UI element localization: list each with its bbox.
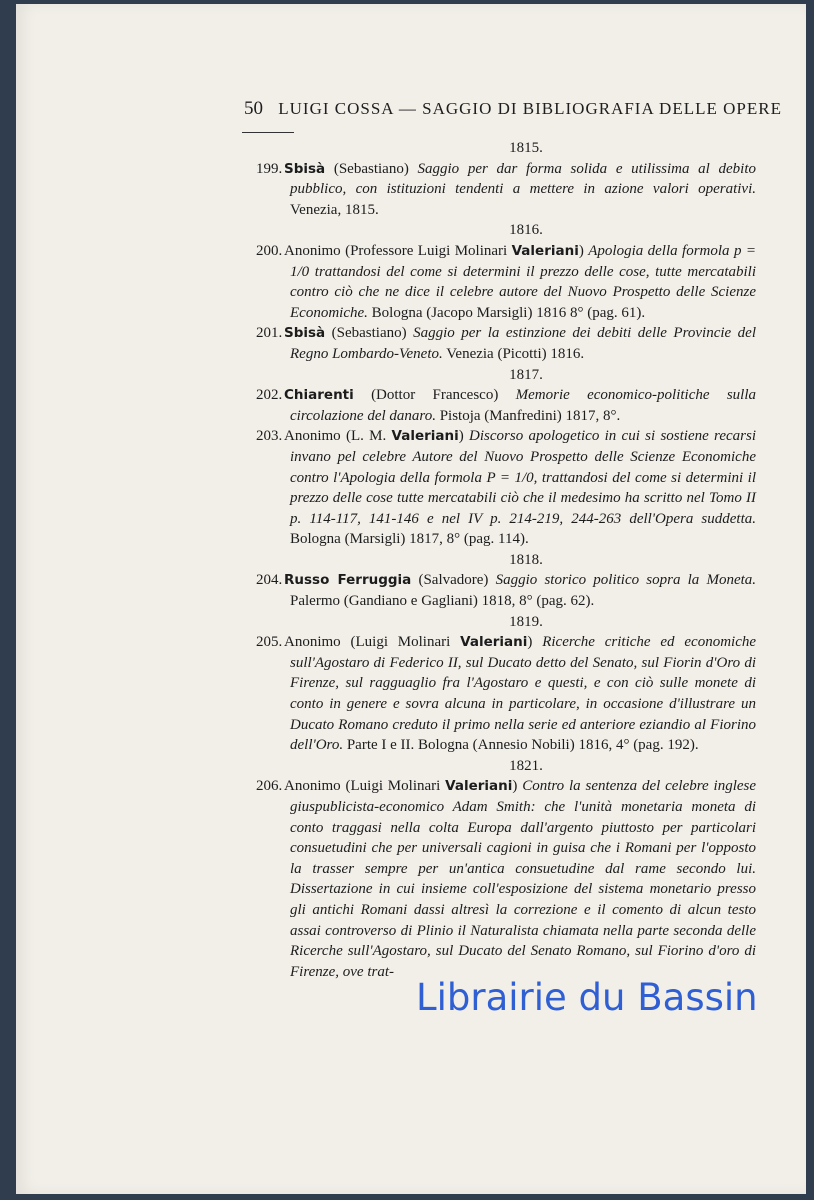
header-author: LUIGI COSSA (278, 99, 394, 118)
bibliography-body (256, 138, 756, 982)
year-heading: 1821. (509, 757, 543, 774)
entry-imprint: Pistoja (Manfredini) 1817, 8°. (435, 407, 621, 424)
entry-number: 200. (256, 242, 283, 259)
entry-201 (256, 323, 756, 364)
page-number: 50 (244, 98, 263, 119)
entry-title: Saggio per la estinzione dei debiti delle Provincie del Regno Lombardo-Veneto. (290, 325, 756, 362)
entry-title: Discorso apologetico in cui si sostiene recarsi invano pel celebre Autore del Nuovo Prospetto delle Scienze Economiche contro l'Apologia della formola P = 1/0, trattandosi del come si determini il prezzo delle cose tutte mercatabili ciò che il medesimo ha scritto nel Tomo II p. 114-117, 141-146 e nel IV p. 214-219, 244-263 dell'Opera suddetta. (290, 428, 756, 527)
entry-author-detail: ) (527, 634, 543, 651)
entry-author: Valeriani (445, 778, 513, 795)
entry-author: Valeriani (460, 634, 528, 651)
entry-title: Ricerche critiche ed economiche sull'Agostaro di Federico II, sul Ducato detto del Senato, sul Fiorin d'Oro di Firenze, sul ragguaglio fra l'Agostaro e questi, e con ciò sulle monete di conto in genere e sovra alcuna in particolare, in occasione d'illustrare un Ducato Romano creduto il primo nella serie ed anteriore eziandio al Fiorino dell'Oro. (290, 634, 757, 754)
year-heading: 1816. (509, 222, 543, 239)
year-heading: 1818. (509, 551, 543, 568)
entry-author: Valeriani (391, 428, 459, 445)
entry-title: Saggio storico politico sopra la Moneta. (495, 572, 757, 589)
entry-number: 203. (256, 428, 283, 445)
entry-number: 205. (256, 634, 283, 651)
entry-author: Sbisà (284, 160, 326, 177)
header-rule (242, 132, 294, 133)
entry-number: 206. (256, 778, 283, 795)
entry-title: Apologia della formola p = 1/0 trattandosi del come si determini il prezzo delle cose, tutte mercatabili contro ciò che ne dice il celebre autore del Nuovo Prospetto delle Scienze Economiche. (290, 242, 756, 321)
entry-206 (256, 776, 756, 982)
entry-204 (256, 570, 756, 611)
entry-author: Russo Ferruggia (284, 572, 412, 589)
entry-author-detail: (Sebastiano) (325, 160, 418, 177)
entry-prefix: Anonimo (Luigi Molinari (284, 778, 446, 795)
year-heading: 1817. (509, 366, 543, 383)
entry-205 (256, 632, 756, 756)
entry-title: Saggio per dar forma solida e utilissima al debito pubblico, con istituzioni tendenti a mettere in azione valori operativi. (290, 160, 756, 198)
entry-199 (256, 159, 756, 221)
entry-number: 202. (256, 387, 283, 404)
entry-imprint: Palermo (Gandiano e Gagliani) 1818, 8° (pag. 62). (290, 593, 595, 610)
entry-imprint: Venezia (Picotti) 1816. (442, 345, 585, 362)
entry-author-detail: (Salvadore) (411, 572, 496, 589)
header-dash: — (398, 99, 417, 118)
entry-author-detail: ) (578, 242, 589, 259)
entry-imprint: Bologna (Jacopo Marsigli) 1816 8° (pag. 61). (367, 304, 646, 321)
entry-imprint: Venezia, 1815. (290, 201, 379, 218)
entry-title: Contro la sentenza del celebre inglese giuspublicista-economico Adam Smith: che l'unità monetaria moneta di conto traggasi nella colta Europa dall'argento piuttosto per particolari consuetudini che per universali cagioni in guisa che i Romani per l'opposto la trasser sempre per un'antica consuetudine dal rame secondo lui. Dissertazione in cui insieme coll'esposizione del sistema monetario presso gli antichi Romani dassi altresì la correzione e il comento di alcun testo assai controverso di Plinio il Naturalista chiamata nella parte seconda delle Ricerche sull'Agostaro, sul Ducato del Senato Romano, sul Fiorino d'oro di Firenze, ove trat- (290, 778, 757, 980)
entry-imprint: Bologna (Marsigli) 1817, 8° (pag. 114). (290, 531, 529, 548)
year-heading: 1815. (509, 140, 543, 156)
entry-author-detail: (Dottor Francesco) (353, 387, 516, 404)
watermark: Librairie du Bassin (416, 976, 758, 1019)
entry-202 (256, 385, 756, 426)
running-header (244, 98, 782, 120)
entry-number: 204. (256, 572, 283, 589)
entry-author-detail: ) (458, 428, 470, 445)
entry-title: Memorie economico-politiche sulla circolazione del danaro. (290, 387, 756, 424)
year-heading: 1819. (509, 613, 543, 630)
header-title: SAGGIO DI BIBLIOGRAFIA DELLE OPERE (422, 99, 782, 118)
entry-author: Sbisà (284, 325, 326, 342)
entry-200 (256, 241, 756, 323)
entry-author-detail: ) (512, 778, 523, 795)
entry-prefix: Anonimo (Luigi Molinari (284, 634, 461, 651)
entry-author: Chiarenti (284, 387, 354, 404)
entry-203 (256, 426, 756, 550)
entry-prefix: Anonimo (L. M. (284, 428, 392, 445)
entry-author-detail: (Sebastiano) (325, 325, 414, 342)
entry-number: 199. (256, 160, 283, 177)
entry-number: 201. (256, 325, 283, 342)
entry-author: Valeriani (511, 242, 579, 259)
book-page (16, 4, 806, 1194)
entry-prefix: Anonimo (Professore Luigi Molinari (284, 242, 512, 259)
entry-imprint: Parte I e II. Bologna (Annesio Nobili) 1816, 4° (pag. 192). (343, 737, 699, 754)
